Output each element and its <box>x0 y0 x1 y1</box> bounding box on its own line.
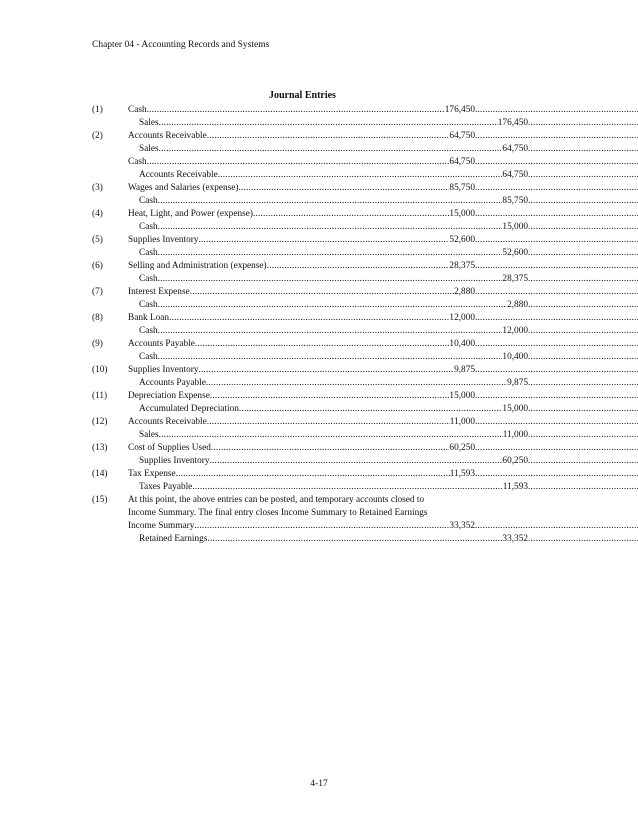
journal-row <box>0 455 638 468</box>
account-name: Wages and Salaries (expense) <box>128 183 239 193</box>
credit-amount: 15,000 <box>502 404 528 414</box>
account-name: Cash <box>139 196 158 206</box>
account-name: Taxes Payable <box>139 482 193 492</box>
account-name: Accounts Receivable <box>139 170 218 180</box>
debit-line <box>128 312 638 325</box>
credit-amount: 64,750 <box>502 170 528 180</box>
credit-amount: 60,250 <box>502 456 528 466</box>
journal-row <box>0 221 638 234</box>
journal-row <box>0 182 638 195</box>
credit-amount: 28,375 <box>502 274 528 284</box>
credit-amount: 52,600 <box>502 248 528 258</box>
dot-leader <box>207 416 450 429</box>
credit-amount: 85,750 <box>502 196 528 206</box>
page-header: Chapter 04 - Accounting Records and Systems <box>92 40 270 50</box>
account-name: Accumulated Depreciation <box>139 404 239 414</box>
dot-leader <box>528 481 638 494</box>
account-name: Supplies Inventory <box>128 365 199 375</box>
debit-line <box>128 338 638 351</box>
journal-row <box>0 429 638 442</box>
dot-leader <box>190 286 454 299</box>
dot-leader <box>475 416 638 429</box>
dot-leader <box>528 169 638 182</box>
debit-amount: 176,450 <box>444 105 475 115</box>
debit-line <box>128 520 638 533</box>
debit-amount: 64,750 <box>449 157 475 167</box>
entry-number: (15) <box>92 495 108 505</box>
dot-leader <box>195 338 450 351</box>
credit-line <box>139 117 638 130</box>
journal-row <box>0 104 638 117</box>
credit-amount: 10,400 <box>502 352 528 362</box>
journal-row <box>0 299 638 312</box>
dot-leader <box>211 442 450 455</box>
debit-line <box>128 156 638 169</box>
debit-amount: 12,000 <box>449 313 475 323</box>
debit-line <box>128 130 638 143</box>
credit-amount: 12,000 <box>502 326 528 336</box>
journal-row <box>0 533 638 546</box>
credit-amount: 11,593 <box>502 482 528 492</box>
dot-leader <box>528 403 638 416</box>
debit-amount: 15,000 <box>449 391 475 401</box>
dot-leader <box>159 429 503 442</box>
account-name: Accounts Payable <box>128 339 195 349</box>
dot-leader <box>253 208 449 221</box>
entry-number: (2) <box>92 131 103 141</box>
dot-leader <box>528 325 638 338</box>
debit-line <box>128 208 638 221</box>
dot-leader <box>159 143 503 156</box>
debit-amount: 15,000 <box>449 209 475 219</box>
entry-number: (5) <box>92 235 103 245</box>
journal-row <box>0 312 638 325</box>
entry-number: (4) <box>92 209 103 219</box>
account-name: Tax Expense <box>128 469 176 479</box>
dot-leader <box>528 455 638 468</box>
dot-leader <box>475 104 638 117</box>
credit-amount: 33,352 <box>502 534 528 544</box>
debit-amount: 60,250 <box>449 443 475 453</box>
journal-row <box>0 208 638 221</box>
journal-title: Journal Entries <box>269 90 336 101</box>
entry-number: (7) <box>92 287 103 297</box>
debit-amount: 33,352 <box>449 521 475 531</box>
dot-leader <box>475 182 638 195</box>
entry-number: (10) <box>92 365 108 375</box>
dot-leader <box>176 468 450 481</box>
credit-line <box>139 195 638 208</box>
dot-leader <box>528 351 638 364</box>
journal-row <box>0 260 638 273</box>
journal-row <box>0 338 638 351</box>
entry-number: (13) <box>92 443 108 453</box>
dot-leader <box>528 221 638 234</box>
dot-leader <box>207 533 502 546</box>
journal-row <box>0 169 638 182</box>
debit-line <box>128 234 638 247</box>
debit-amount: 11,000 <box>449 417 475 427</box>
account-name: Depreciation Expense <box>128 391 210 401</box>
dot-leader <box>158 299 507 312</box>
closing-note-line: Income Summary. The final entry closes Income Summary to Retained Earnings <box>128 508 428 518</box>
dot-leader <box>475 130 638 143</box>
closing-note-line: At this point, the above entries can be posted, and temporary accounts closed to <box>128 495 425 505</box>
dot-leader <box>528 533 638 546</box>
debit-line <box>128 468 638 481</box>
credit-line <box>139 481 638 494</box>
credit-amount: 176,450 <box>497 118 528 128</box>
credit-line <box>139 299 638 312</box>
credit-amount: 15,000 <box>502 222 528 232</box>
credit-line <box>139 455 638 468</box>
dot-leader <box>206 377 507 390</box>
dot-leader <box>158 325 503 338</box>
dot-leader <box>528 273 638 286</box>
account-name: Sales <box>139 144 159 154</box>
entry-number: (8) <box>92 313 103 323</box>
dot-leader <box>199 364 455 377</box>
account-name: Cash <box>128 105 147 115</box>
journal-row <box>0 117 638 130</box>
dot-leader <box>475 260 638 273</box>
credit-amount: 64,750 <box>502 144 528 154</box>
journal-row <box>0 468 638 481</box>
dot-leader <box>158 273 503 286</box>
debit-amount: 2,880 <box>454 287 475 297</box>
dot-leader <box>169 312 449 325</box>
dot-leader <box>159 117 498 130</box>
dot-leader <box>192 481 502 494</box>
entry-number: (6) <box>92 261 103 271</box>
debit-amount: 9,875 <box>454 365 475 375</box>
dot-leader <box>475 286 638 299</box>
debit-amount: 64,750 <box>449 131 475 141</box>
journal-row <box>0 442 638 455</box>
dot-leader <box>475 156 638 169</box>
debit-amount: 28,375 <box>449 261 475 271</box>
journal-row <box>0 247 638 260</box>
dot-leader <box>207 130 450 143</box>
page-number: 4-17 <box>310 779 328 789</box>
credit-line <box>139 403 638 416</box>
credit-line <box>139 429 638 442</box>
dot-leader <box>199 234 450 247</box>
account-name: Supplies Inventory <box>128 235 199 245</box>
dot-leader <box>267 260 450 273</box>
dot-leader <box>528 377 638 390</box>
dot-leader <box>158 351 503 364</box>
dot-leader <box>210 455 503 468</box>
journal-row <box>0 403 638 416</box>
account-name: Accounts Receivable <box>128 417 207 427</box>
dot-leader <box>475 338 638 351</box>
journal-row <box>0 481 638 494</box>
credit-line <box>139 169 638 182</box>
dot-leader <box>528 143 638 156</box>
credit-amount: 11,000 <box>502 430 528 440</box>
credit-line <box>139 247 638 260</box>
credit-amount: 2,880 <box>507 300 528 310</box>
credit-line <box>139 351 638 364</box>
dot-leader <box>528 247 638 260</box>
journal-row <box>0 325 638 338</box>
credit-line <box>139 221 638 234</box>
journal-row <box>0 143 638 156</box>
debit-line <box>128 260 638 273</box>
journal-row <box>0 351 638 364</box>
journal-row <box>0 390 638 403</box>
entry-number: (14) <box>92 469 108 479</box>
debit-line <box>128 182 638 195</box>
journal-row <box>0 156 638 169</box>
account-name: Cash <box>128 157 147 167</box>
credit-line <box>139 325 638 338</box>
debit-line <box>128 390 638 403</box>
debit-amount: 10,400 <box>449 339 475 349</box>
dot-leader <box>194 520 449 533</box>
account-name: Supplies Inventory <box>139 456 210 466</box>
dot-leader <box>210 390 450 403</box>
account-name: Accounts Receivable <box>128 131 207 141</box>
dot-leader <box>475 312 638 325</box>
credit-line <box>139 273 638 286</box>
journal-row <box>0 286 638 299</box>
dot-leader <box>475 234 638 247</box>
entry-number: (3) <box>92 183 103 193</box>
debit-line <box>128 364 638 377</box>
dot-leader <box>475 520 638 533</box>
account-name: Heat, Light, and Power (expense) <box>128 209 253 219</box>
journal-row <box>0 195 638 208</box>
dot-leader <box>475 208 638 221</box>
account-name: Cost of Supplies Used <box>128 443 211 453</box>
dot-leader <box>528 195 638 208</box>
dot-leader <box>475 390 638 403</box>
debit-amount: 85,750 <box>449 183 475 193</box>
journal-row <box>0 364 638 377</box>
journal-row <box>0 273 638 286</box>
account-name: Sales <box>139 430 159 440</box>
dot-leader <box>475 468 638 481</box>
account-name: Sales <box>139 118 159 128</box>
debit-amount: 11,593 <box>449 469 475 479</box>
entry-number: (12) <box>92 417 108 427</box>
account-name: Interest Expense <box>128 287 190 297</box>
dot-leader <box>158 247 503 260</box>
account-name: Cash <box>139 300 158 310</box>
debit-amount: 52,600 <box>449 235 475 245</box>
account-name: Retained Earnings <box>139 534 208 544</box>
debit-line <box>128 416 638 429</box>
dot-leader <box>475 442 638 455</box>
dot-leader <box>158 195 503 208</box>
journal-row <box>0 130 638 143</box>
dot-leader <box>218 169 503 182</box>
account-name: Cash <box>139 352 158 362</box>
dot-leader <box>147 104 445 117</box>
journal-row <box>0 377 638 390</box>
debit-line <box>128 286 638 299</box>
dot-leader <box>158 221 503 234</box>
entry-number: (11) <box>92 391 108 401</box>
credit-amount: 9,875 <box>507 378 528 388</box>
account-name: Cash <box>139 248 158 258</box>
dot-leader <box>239 182 450 195</box>
credit-line <box>139 143 638 156</box>
entry-number: (9) <box>92 339 103 349</box>
entry-number: (1) <box>92 105 103 115</box>
debit-line <box>128 442 638 455</box>
credit-line <box>139 533 638 546</box>
dot-leader <box>528 299 638 312</box>
dot-leader <box>239 403 503 416</box>
account-name: Cash <box>139 222 158 232</box>
dot-leader <box>475 364 638 377</box>
journal-row <box>0 520 638 533</box>
dot-leader <box>528 117 638 130</box>
journal-row <box>0 234 638 247</box>
account-name: Income Summary <box>128 521 195 531</box>
dot-leader <box>147 156 450 169</box>
account-name: Selling and Administration (expense) <box>128 261 267 271</box>
account-name: Cash <box>139 274 158 284</box>
credit-line <box>139 377 638 390</box>
journal-row <box>0 416 638 429</box>
account-name: Accounts Payable <box>139 378 206 388</box>
account-name: Cash <box>139 326 158 336</box>
account-name: Bank Loan <box>128 313 170 323</box>
dot-leader <box>528 429 638 442</box>
debit-line <box>128 104 638 117</box>
